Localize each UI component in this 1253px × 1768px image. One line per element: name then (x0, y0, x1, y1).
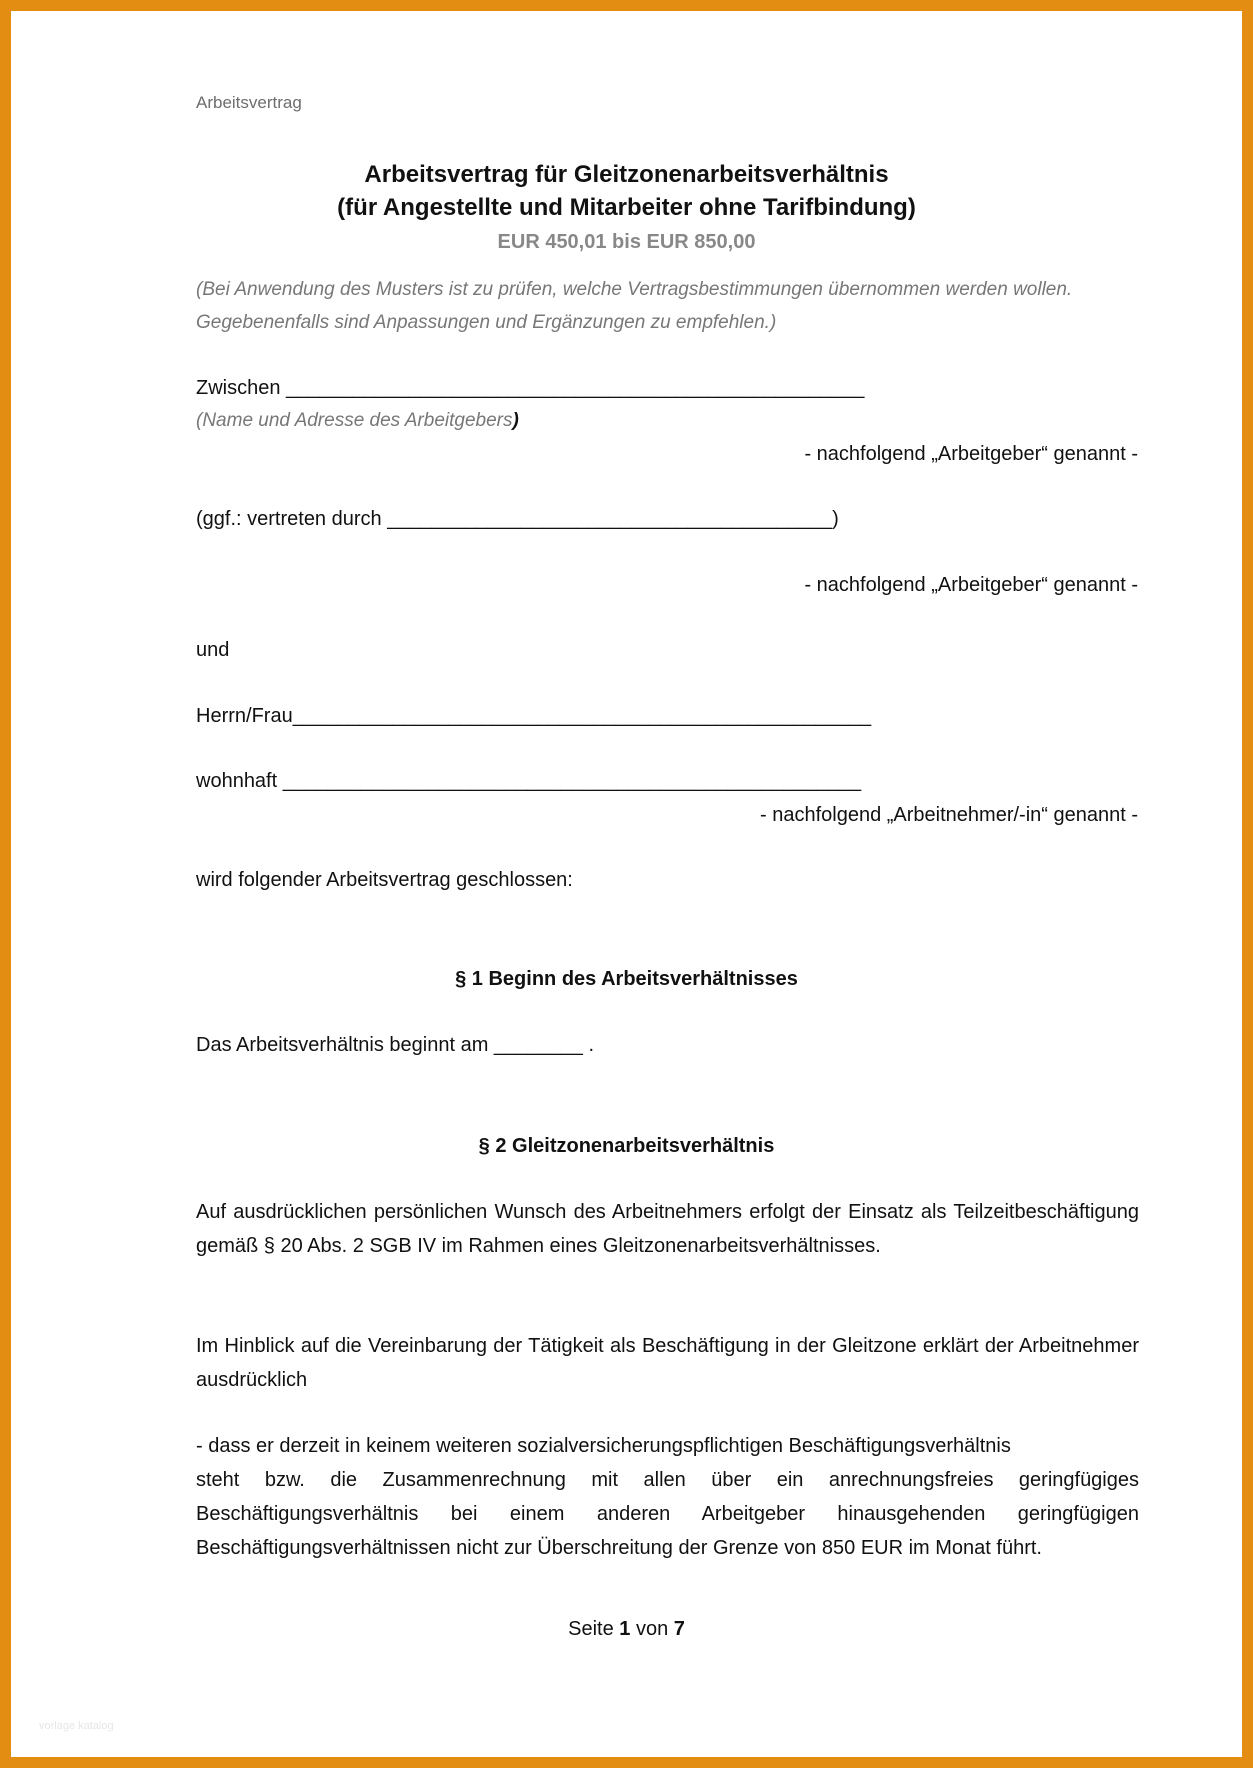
salary-range: EUR 450,01 bis EUR 850,00 (497, 231, 756, 253)
employer-named-1: - nachfolgend „Arbeitgeber“ genannt - (804, 443, 1138, 465)
employer-hint (196, 410, 519, 432)
watermark: vorlage katalog (39, 1720, 114, 1732)
employer-named-2: - nachfolgend „Arbeitgeber“ genannt - (804, 574, 1138, 596)
concluded-line: wird folgender Arbeitsvertrag geschlossen: (196, 869, 573, 891)
section-2-heading: § 2 Gleitzonenarbeitsverhältnis (478, 1135, 775, 1157)
mr-mrs-line: Herrn/Frau____________________________________________________ (196, 705, 872, 727)
employer-hint-bracket: ) (512, 410, 519, 431)
resident-line: wohnhaft ____________________________________________________ (196, 770, 862, 792)
between-line: Zwischen ____________________________________________________ (196, 377, 865, 399)
document-title: Arbeitsvertrag für Gleitzonenarbeitsverhältnis (364, 161, 889, 188)
page-number-prefix: Seite (568, 1618, 620, 1640)
section-1-text: Das Arbeitsverhältnis beginnt am ________ . (196, 1034, 595, 1056)
document-subtitle: (für Angestellte und Mitarbeiter ohne Tarifbindung) (337, 194, 916, 221)
document-page (11, 11, 1242, 1757)
usage-note: (Bei Anwendung des Musters ist zu prüfen, welche Vertragsbestimmungen übernommen werden wollen. Gegebenenfalls sind Anpassungen und Ergänzungen zu empfehlen.) (196, 279, 1073, 333)
section-2-paragraph-1: Auf ausdrücklichen persönlichen Wunsch des Arbeitnehmers erfolgt der Einsatz als Teilzeitbeschäftigung gemäß § 20 Abs. 2 SGB IV im Rahmen eines Gleitzonenarbeitsverhältnisses. (196, 1201, 1139, 1257)
page-number-middle: von (630, 1618, 674, 1640)
section-2-paragraph-3-first-line: - dass er derzeit in keinem weiteren sozialversicherungspflichtigen Beschäftigungsverhältnis (196, 1435, 1011, 1457)
page-number (11, 1618, 1242, 1641)
employer-hint-text: (Name und Adresse des Arbeitgebers (196, 410, 513, 431)
page-number-total: 7 (673, 1618, 685, 1640)
section-1-heading: § 1 Beginn des Arbeitsverhältnisses (455, 968, 798, 990)
page-number-current: 1 (619, 1618, 631, 1640)
and-line: und (196, 639, 230, 661)
running-header: Arbeitsvertrag (196, 93, 302, 112)
employee-named: - nachfolgend „Arbeitnehmer/-in“ genannt - (760, 804, 1138, 826)
represented-line: (ggf.: vertreten durch ________________________________________) (196, 508, 839, 530)
section-2-paragraph-2: Im Hinblick auf die Vereinbarung der Tätigkeit als Beschäftigung in der Gleitzone erklärt der Arbeitnehmer ausdrücklich (196, 1335, 1139, 1391)
section-2-paragraph-3: steht bzw. die Zusammenrechnung mit allen über ein anrechnungsfreies geringfügiges Beschäftigungsverhältnis bei einem anderen Arbeitgeber hinausgehenden geringfügigen Beschäftigungsverhältnissen nicht zur Überschreitung der Grenze von 850 EUR im Monat führt. (196, 1469, 1139, 1559)
